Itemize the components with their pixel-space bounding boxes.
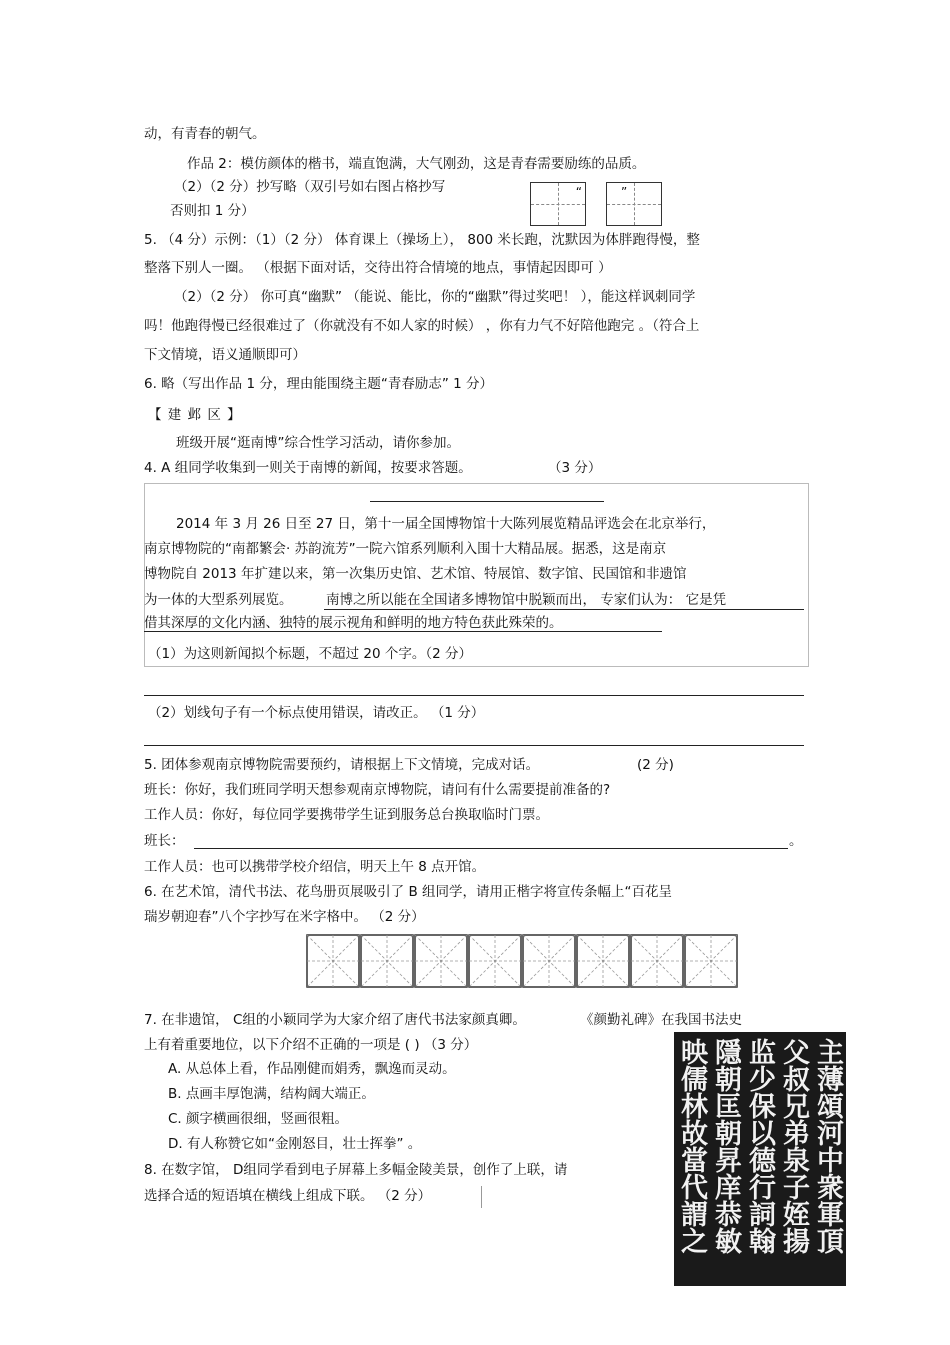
intro: 班级开展“逛南博”综合性学习活动，请你参加。 (176, 435, 460, 451)
divider (481, 1186, 482, 1208)
calligraphy-text: 隱朝匡朝昇庠恭敏 (710, 1038, 741, 1254)
q4-sub2: （2）划线句子有一个标点使用错误，请改正。 （1 分） (148, 705, 485, 721)
calligraphy-column (710, 1038, 740, 1254)
text-line: 作品 2：模仿颜体的楷书，端直饱满，大气刚劲，这是青春需要励练的品质。 (187, 156, 646, 172)
underlined-sentence: 南博之所以能在全国诸多博物馆中脱颖而出， 专家们认为： 它是凭 (326, 592, 727, 608)
tian-grid-open-quote (530, 182, 586, 226)
q7-line-1: 7. 在非遗馆， C组的小颖同学为大家介绍了唐代书法家颜真卿。 (144, 1012, 526, 1028)
answer-line (194, 848, 788, 849)
section-title: 【 建 邺 区 】 (148, 407, 242, 423)
q6b-line-1: 6. 在艺术馆，清代书法、花鸟册页展吸引了 B 组同学，请用正楷字将宣传条幅上“百花呈 (144, 884, 673, 900)
news-line: 为一体的大型系列展览。 (144, 592, 293, 608)
tian-grid-close-quote (606, 182, 662, 226)
q8-line-2: 选择合适的短语填在横线上组成下联。 （2 分） (144, 1188, 432, 1204)
calligraphy-text: 映儒林故當代謂之 (676, 1038, 707, 1254)
dialog-line: 工作人员：你好，每位同学要携带学生证到服务总台换取临时门票。 (144, 807, 549, 823)
news-line: 南京博物院的“南都繁会· 苏韵流芳”一院六馆系列顺利入围十大精品展。据悉，这是南京 (144, 541, 667, 557)
q8-line-1: 8. 在数字馆， D组同学看到电子屏幕上多幅金陵美景，创作了上联，请 (144, 1162, 568, 1178)
calligraphy-text: 主薄頌河中衆軍頂 (812, 1038, 843, 1254)
close-quote: ” (621, 185, 628, 199)
calligraphy-column (778, 1038, 808, 1254)
answer-line (144, 745, 804, 746)
option-a: A. 从总体上看，作品刚健而娟秀，飘逸而灵动。 (168, 1061, 456, 1077)
q5-line-2: 整落下别人一圈。 （根据下面对话，交待出符合情境的地点，事情起因即可 ） (144, 260, 612, 276)
q6-answer: 6. 略（写出作品 1 分，理由能围绕主题“青春励志” 1 分） (144, 376, 494, 392)
answer-line (144, 695, 804, 696)
text-line: （2）（2 分）抄写略（双引号如右图占格抄写 (174, 179, 446, 195)
dialog-line: 工作人员：也可以携带学校介绍信，明天上午 8 点开馆。 (144, 859, 486, 875)
option-c: C. 颜字横画很细，竖画很粗。 (168, 1111, 349, 1127)
text-line: 动，有青春的朝气。 (144, 126, 266, 142)
underline (324, 609, 804, 610)
calligraphy-text: 监少保以德行詞翰 (744, 1038, 775, 1254)
q5-line-3: （2）（2 分） 你可真“幽默” （能说、能比，你的“幽默”得过奖吧！ ），能这样讽刺同学 (174, 289, 696, 305)
option-d: D. 有人称赞它如“金刚怒目，壮士挥拳” 。 (168, 1136, 422, 1152)
q5-line-1: 5. （4 分）示例：（1）（2 分） 体育课上（操场上）， 800 米长跑，沈默因为体胖跑得慢，整 (144, 232, 700, 248)
dialog-line: 班长：你好，我们班同学明天想参观南京博物院，请问有什么需要提前准备的? (144, 782, 611, 798)
q4-title: 4. A 组同学收集到一则关于南博的新闻，按要求答题。 (144, 460, 472, 476)
open-quote: “ (575, 185, 582, 199)
calligraphy-column (744, 1038, 774, 1254)
q5b-score: (2 分) (637, 757, 674, 773)
q5b-title: 5. 团体参观南京博物院需要预约，请根据上下文情境，完成对话。 (144, 757, 540, 773)
option-b: B. 点画丰厚饱满，结构阔大端正。 (168, 1086, 375, 1102)
calligraphy-text: 父叔兄弟泉子姪揚 (778, 1038, 809, 1254)
mizige-grid (306, 934, 742, 990)
q6b-line-2: 瑞岁朝迎春”八个字抄写在米字格中。 （2 分） (144, 909, 425, 925)
text-line: 否则扣 1 分） (170, 203, 255, 219)
news-line: 2014 年 3 月 26 日至 27 日，第十一届全国博物馆十大陈列展览精品评选会在北京举行， (176, 516, 716, 532)
dialog-line: 班长： (144, 833, 185, 849)
calligraphy-column (676, 1038, 706, 1254)
q7-line-1b: 《颜勤礼碑》在我国书法史 (580, 1012, 742, 1028)
calligraphy-rubbing-image (674, 1032, 846, 1286)
q4-score: （3 分） (548, 460, 602, 476)
q5-line-4: 吗！他跑得慢已经很难过了（你就没有不如人家的时候） ，你有力气不好陪他跑完 。（符合上 (144, 318, 700, 334)
q5-line-5: 下文情境，语义通顺即可） (144, 347, 306, 363)
news-title-blank (370, 501, 604, 502)
period: 。 (789, 833, 803, 849)
q4-sub1: （1）为这则新闻拟个标题，不超过 20 个字。（2 分） (148, 646, 472, 662)
calligraphy-column (812, 1038, 842, 1254)
underline (144, 631, 662, 632)
underlined-sentence: 借其深厚的文化内涵、独特的展示视角和鲜明的地方特色获此殊荣的。 (144, 615, 563, 631)
news-line: 博物院自 2013 年扩建以来，第一次集历史馆、艺术馆、特展馆、数字馆、民国馆和非遗馆 (144, 566, 687, 582)
q7-line-2: 上有着重要地位，以下介绍不正确的一项是 ( ) （3 分） (144, 1037, 478, 1053)
